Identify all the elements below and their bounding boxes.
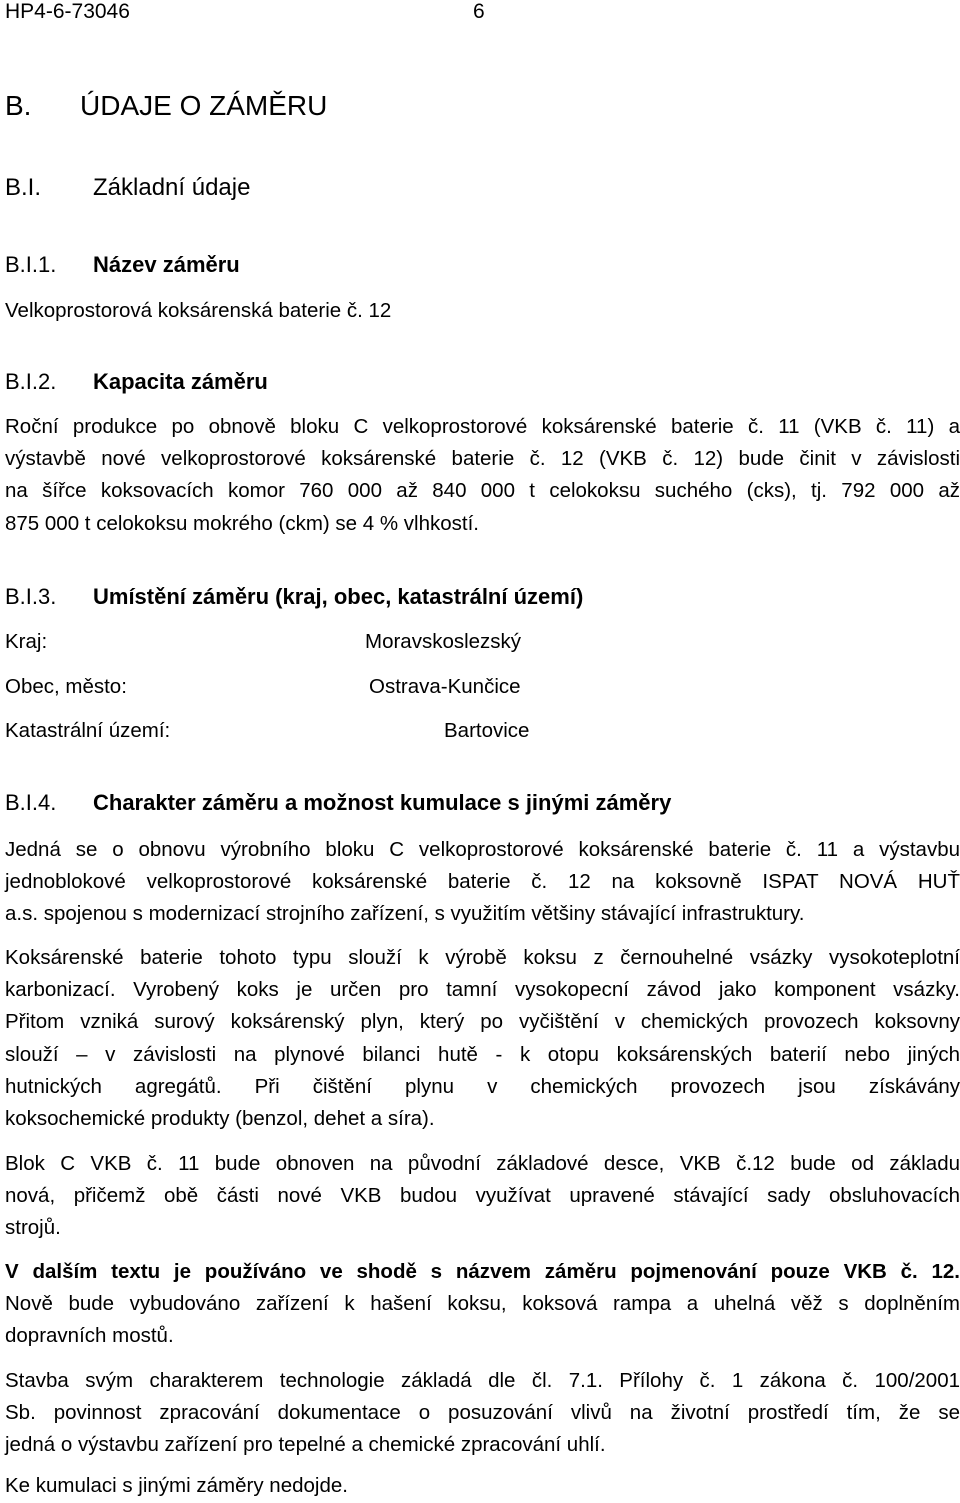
text-line: Nově bude vybudováno zařízení k hašení koksu, koksová rampa a uhelná věž s doplněním	[5, 1292, 960, 1316]
location-value-region: Moravskoslezský	[365, 630, 522, 653]
bold-note-line: V dalším textu je používáno ve shodě s názvem záměru pojmenování pouze VKB č. 12.	[5, 1260, 960, 1283]
text-line: hutnických agregátů. Při čištění plynu v chemických provozech jsou získávány	[5, 1074, 960, 1098]
character-paragraph-4	[5, 1256, 960, 1353]
location-value-cadastre: Bartovice	[444, 719, 530, 742]
project-name: Velkoprostorová koksárenská baterie č. 12	[5, 299, 392, 322]
text-line: a.s. spojenou s modernizací strojního zařízení, s využitím většiny stávající infrastruktury.	[5, 902, 805, 926]
cumulation-statement: Ke kumulaci s jinými záměry nedojde.	[5, 1474, 348, 1497]
section-b-title: ÚDAJE O ZÁMĚRU	[80, 90, 328, 121]
section-bi2-number: B.I.2.	[5, 369, 57, 394]
section-bi1-number: B.I.1.	[5, 252, 57, 277]
text-line: Koksárenské baterie tohoto typu slouží k výrobě koksu z černouhelné vsázky vysokoteplotní	[5, 946, 960, 969]
location-label-cadastre: Katastrální území:	[5, 719, 171, 742]
text-line: Blok C VKB č. 11 bude obnoven na původní základové desce, VKB č.12 bude od základu	[5, 1152, 960, 1175]
character-paragraph-1	[5, 834, 960, 931]
text-line: dopravních mostů.	[5, 1324, 174, 1348]
section-bi4-title: Charakter záměru a možnost kumulace s jinými záměry	[93, 790, 672, 815]
text-line: na šířce koksovacích komor 760 000 až 840 000 t celokoksu suchého (cks), tj. 792 000 až	[5, 479, 960, 503]
text-line: nová, přičemž obě části nové VKB budou využívat upravené stávající sady obsluhovacích	[5, 1184, 960, 1208]
character-paragraph-2	[5, 942, 960, 1135]
section-bi3-title: Umístění záměru (kraj, obec, katastrální území)	[93, 584, 584, 609]
document-id: HP4-6-73046	[5, 0, 130, 23]
text-line: slouží – v závislosti na plynové bilanci hutě - k otopu koksárenských baterií nebo jiných	[5, 1042, 960, 1066]
section-bi2-title: Kapacita záměru	[93, 369, 268, 394]
character-paragraph-3	[5, 1148, 960, 1245]
text-line: Jedná se o obnovu výrobního bloku C velkoprostorové koksárenské baterie č. 11 a výstavbu	[5, 838, 960, 861]
text-line: karbonizací. Vyrobený koks je určen pro tamní vysokopecní závod jako komponent vsázky.	[5, 978, 960, 1002]
text-line: 875 000 t celokoksu mokrého (ckm) se 4 % vlhkostí.	[5, 511, 479, 535]
character-paragraph-5	[5, 1365, 960, 1462]
page-number: 6	[473, 0, 485, 23]
section-bi3-number: B.I.3.	[5, 584, 57, 609]
capacity-paragraph	[5, 411, 960, 540]
text-line: Přitom vzniká surový koksárenský plyn, který po vyčištění v chemických provozech koksovny	[5, 1010, 960, 1034]
text-line: Stavba svým charakterem technologie základá dle čl. 7.1. Přílohy č. 1 zákona č. 100/2001	[5, 1369, 960, 1392]
section-bi-number: B.I.	[5, 174, 42, 201]
text-line: strojů.	[5, 1216, 61, 1240]
section-bi-title: Základní údaje	[93, 174, 251, 201]
section-bi1-title: Název záměru	[93, 252, 240, 277]
text-line: Roční produkce po obnově bloku C velkoprostorové koksárenské baterie č. 11 (VKB č. 11) a	[5, 415, 960, 438]
text-line: koksochemické produkty (benzol, dehet a síra).	[5, 1107, 435, 1131]
text-line: Sb. povinnost zpracování dokumentace o posuzování vlivů na životní prostředí tím, že se	[5, 1401, 960, 1425]
location-value-city: Ostrava-Kunčice	[369, 675, 521, 698]
text-line: jednoblokové velkoprostorové koksárenské baterie č. 12 na koksovně ISPAT NOVÁ HUŤ	[5, 870, 960, 894]
location-label-city: Obec, město:	[5, 675, 127, 698]
section-b-number: B.	[5, 90, 32, 121]
location-label-region: Kraj:	[5, 630, 48, 653]
text-line: jedná o výstavbu zařízení pro tepelné a chemické zpracování uhlí.	[5, 1433, 606, 1457]
text-line: výstavbě nové velkoprostorové koksárenské baterie č. 12 (VKB č. 12) bude činit v závislosti	[5, 447, 960, 471]
section-bi4-number: B.I.4.	[5, 790, 57, 815]
